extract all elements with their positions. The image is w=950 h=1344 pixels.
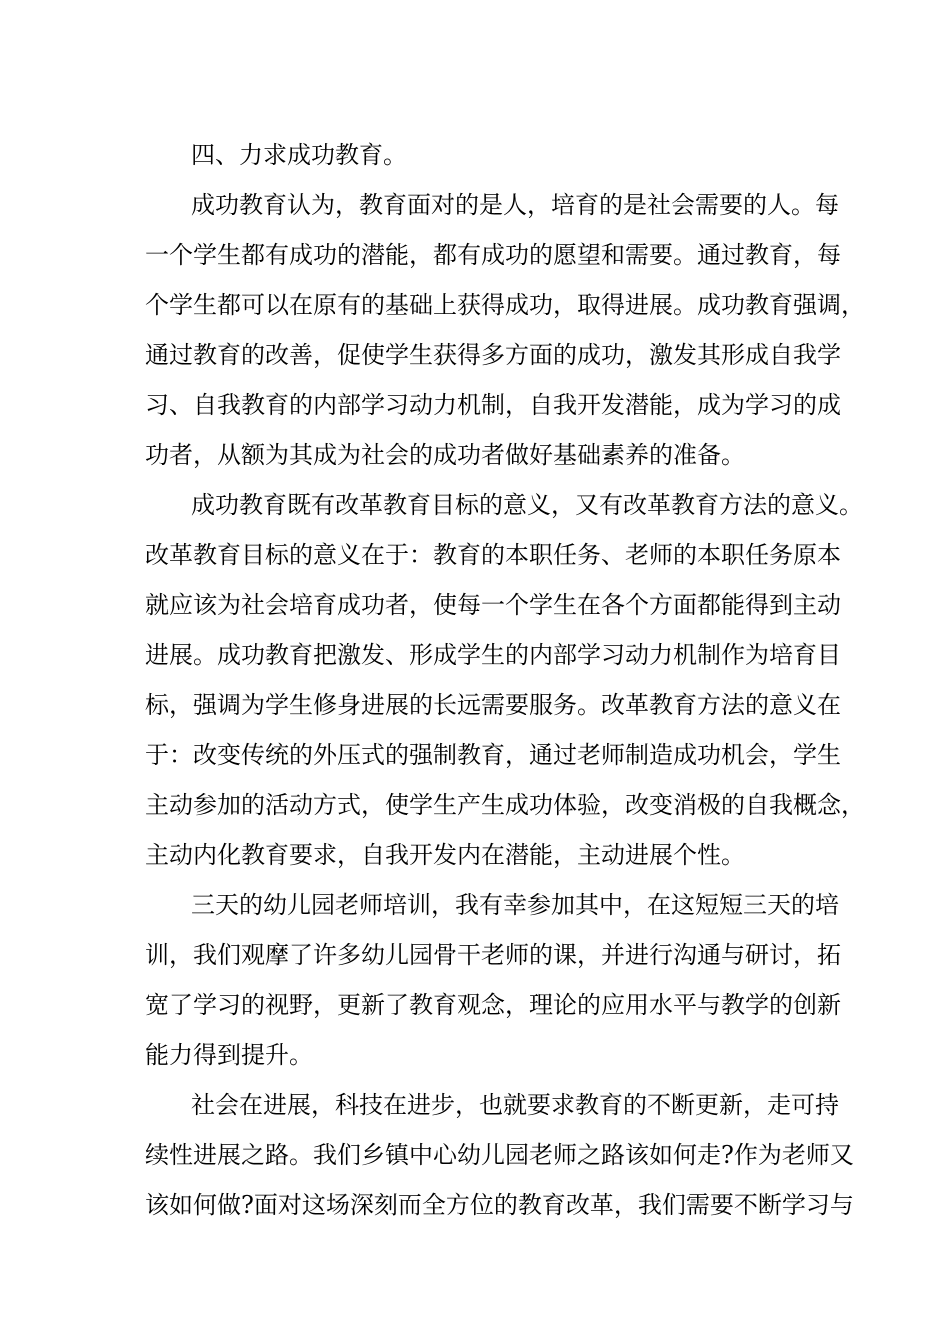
paragraph-line: 能力得到提升。 <box>145 1041 313 1069</box>
paragraph-line: 该如何做?面对这场深刻而全方位的教育改革，我们需要不断学习与 <box>145 1191 854 1219</box>
paragraph-line: 三天的幼儿园老师培训，我有幸参加其中，在这短短三天的培 <box>191 891 839 919</box>
paragraph-line: 社会在进展，科技在进步，也就要求教育的不断更新，走可持 <box>191 1091 839 1119</box>
paragraph-line: 主动参加的活动方式，使学生产生成功体验，改变消极的自我概念， <box>145 791 865 819</box>
paragraph-line: 于：改变传统的外压式的强制教育，通过老师制造成功机会，学生 <box>145 741 841 769</box>
paragraph-line: 就应该为社会培育成功者，使每一个学生在各个方面都能得到主动 <box>145 591 841 619</box>
paragraph-line: 功者，从额为其成为社会的成功者做好基础素养的准备。 <box>145 441 745 469</box>
paragraph-line: 宽了学习的视野，更新了教育观念，理论的应用水平与教学的创新 <box>145 991 841 1019</box>
paragraph-line: 一个学生都有成功的潜能，都有成功的愿望和需要。通过教育，每 <box>145 241 841 269</box>
paragraph-line: 成功教育既有改革教育目标的意义，又有改革教育方法的意义。 <box>191 491 863 519</box>
paragraph-line: 标，强调为学生修身进展的长远需要服务。改革教育方法的意义在 <box>145 691 841 719</box>
paragraph-line: 通过教育的改善，促使学生获得多方面的成功，激发其形成自我学 <box>145 341 841 369</box>
paragraph-line: 习、自我教育的内部学习动力机制，自我开发潜能，成为学习的成 <box>145 391 841 419</box>
paragraph-line: 个学生都可以在原有的基础上获得成功，取得进展。成功教育强调， <box>145 291 865 319</box>
paragraph-line: 改革教育目标的意义在于：教育的本职任务、老师的本职任务原本 <box>145 541 841 569</box>
section-heading: 四、力求成功教育。 <box>191 141 407 169</box>
paragraph-line: 续性进展之路。我们乡镇中心幼儿园老师之路该如何走?作为老师又 <box>145 1141 854 1169</box>
paragraph-line: 训，我们观摩了许多幼儿园骨干老师的课，并进行沟通与研讨，拓 <box>145 941 841 969</box>
paragraph-line: 主动内化教育要求，自我开发内在潜能，主动进展个性。 <box>145 841 745 869</box>
paragraph-line: 进展。成功教育把激发、形成学生的内部学习动力机制作为培育目 <box>145 641 841 669</box>
document-body <box>145 130 865 1230</box>
paragraph-line: 成功教育认为，教育面对的是人，培育的是社会需要的人。每 <box>191 191 839 219</box>
